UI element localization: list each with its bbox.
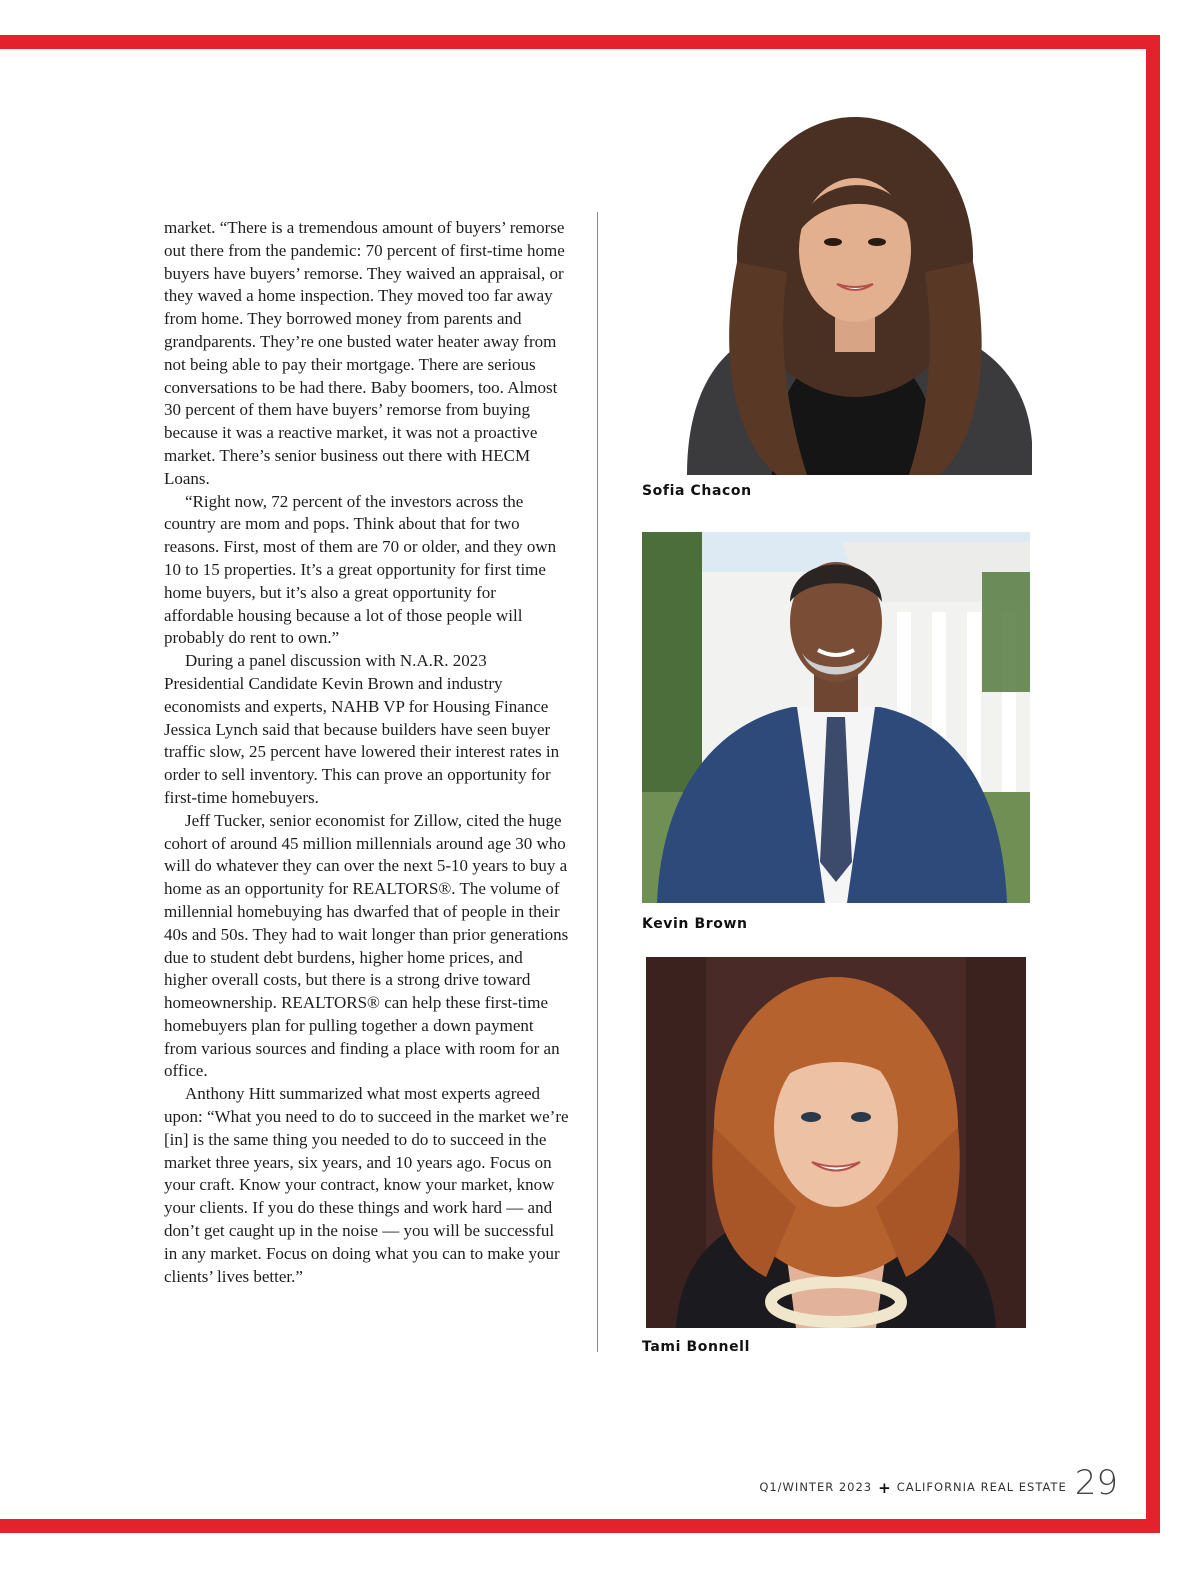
portrait-photo-tami-bonnell: [646, 957, 1026, 1328]
article-paragraph: market. “There is a tremendous amount of buyers’ remorse out there from the pandemic: 70 percent of first-time home buyers have buyers’ remorse. They waived an appraisal, or they waved a home inspection. They moved too far away from home. They borrowed money from parents and grandparents. They’re one busted water heater away from not being able to pay their mortgage. There are serious conversations to be had there. Baby boomers, too. Almost 30 percent of them have buyers’ remorse from buying because it was a reactive market, it was not a proactive market. There’s senior business out there with HECM Loans.: [164, 218, 565, 488]
page-number: 29: [1074, 1463, 1118, 1503]
portrait-photo-sofia-chacon: [677, 112, 1032, 475]
portrait-image: [642, 532, 1030, 903]
article-paragraph: “Right now, 72 percent of the investors across the country are mom and pops. Think about that for two reasons. First, most of them are 70 or older, and they own 10 to 15 properties. It’s a great opportunity for first time home buyers, but it’s also a great opportunity for affordable housing because a lot of those people will probably do rent to own.”: [164, 491, 557, 648]
article-body: [164, 217, 569, 1288]
article-paragraph: During a panel discussion with N.A.R. 2023 Presidential Candidate Kevin Brown and industry economists and experts, NAHB VP for Housing Finance Jessica Lynch said that because builders have seen buyer traffic slow, 25 percent have lowered their interest rates in order to sell inventory. This can prove an opportunity for first-time homebuyers.: [164, 651, 560, 807]
column-divider: [597, 212, 598, 1352]
portrait-image: [677, 112, 1032, 475]
page-footer: [759, 1460, 1118, 1503]
portrait-image: [646, 957, 1026, 1328]
photo-caption: Sofia Chacon: [642, 483, 752, 499]
photo-caption: Tami Bonnell: [642, 1339, 750, 1355]
photo-caption: Kevin Brown: [642, 916, 748, 932]
portrait-photo-kevin-brown: [642, 532, 1030, 903]
article-paragraph: Anthony Hitt summarized what most experts agreed upon: “What you need to do to succeed in the market we’re [in] is the same thing you needed to do to succeed in the market three years, six years, and 10 years ago. Focus on your craft. Know your contract, know your market, know your clients. If you do these things and work hard — and don’t get caught up in the noise — you will be successful in any market. Focus on doing what you can to make your clients’ lives better.”: [164, 1084, 569, 1286]
page-frame-bottom: [0, 1519, 1160, 1533]
page-frame-top: [0, 35, 1160, 49]
issue-label: Q1/WINTER 2023: [759, 1480, 873, 1494]
page-frame-right: [1146, 35, 1160, 1533]
magazine-title: CALIFORNIA REAL ESTATE: [896, 1480, 1067, 1494]
article-paragraph: Jeff Tucker, senior economist for Zillow, cited the huge cohort of around 45 million millennials around age 30 who will do whatever they can over the next 5-10 years to buy a home as an opportunity for REALTORS®. The volume of millennial homebuying has dwarfed that of people in their 40s and 50s. They had to wait longer than prior generations due to student debt burdens, higher home prices, and higher overall costs, but there is a strong drive toward homeownership. REALTORS® can help these first-time homebuyers plan for pulling together a down payment from various sources and finding a place with room for an office.: [164, 810, 569, 1081]
plus-separator-icon: +: [878, 1479, 891, 1497]
